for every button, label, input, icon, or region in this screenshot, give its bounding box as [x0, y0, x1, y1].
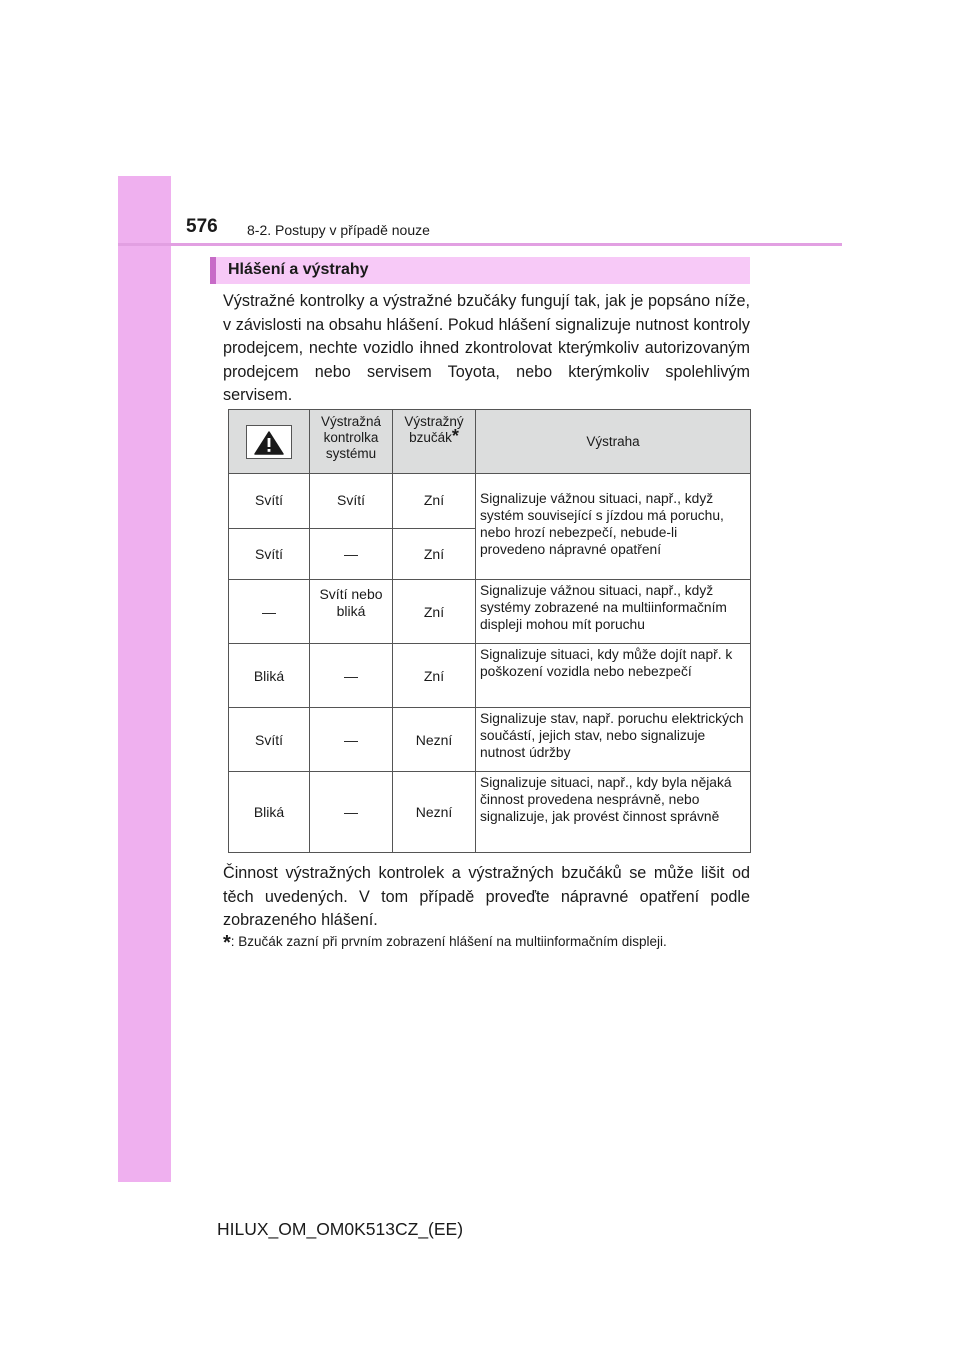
footnote-star: * [223, 932, 231, 954]
document-code: HILUX_OM_OM0K513CZ_(EE) [217, 1219, 464, 1239]
warning-triangle-icon [246, 425, 292, 459]
row3-light: — [229, 580, 310, 644]
section-title: Hlášení a výstrahy [228, 261, 369, 278]
table-row [229, 644, 751, 708]
header-buzzer-label: Výstražný bzučák [404, 414, 464, 445]
row5-description: Signalizuje stav, např. poruchu elektrických součástí, jejich stav, nebo signalizuje nutnost údržby [476, 708, 751, 772]
row2-light: Svítí [229, 529, 310, 580]
page-number: 576 [186, 216, 218, 237]
row3-buzzer: Zní [393, 580, 476, 644]
row6-buzzer: Nezní [393, 772, 476, 853]
table-row [229, 474, 751, 529]
header-rule [118, 243, 842, 246]
row6-light: Bliká [229, 772, 310, 853]
row4-description: Signalizuje situaci, kdy může dojít např. k poškození vozidla nebo nebezpečí [476, 644, 751, 708]
row4-system-light: — [310, 644, 393, 708]
warning-table [228, 409, 751, 853]
row5-light: Svítí [229, 708, 310, 772]
row3-description: Signalizuje vážnou situaci, např., když systémy zobrazené na multiinformačním displeji mohou mít poruchu [476, 580, 751, 644]
row1-buzzer: Zní [393, 474, 476, 529]
side-color-bar [118, 176, 171, 1182]
intro-paragraph: Výstražné kontrolky a výstražné bzučáky fungují tak, jak je popsáno níže, v závislosti na obsahu hlášení. Pokud hlášení signalizuje nutnost kontroly prodejcem, nechte vozidlo ihned zkontrolovat kterýmkoliv autorizovaným prodejcem nebo servisem Toyota, nebo kterýmkoliv spolehlivým servisem. [223, 292, 750, 404]
footnote-text: : Bzučák zazní při prvním zobrazení hlášení na multiinformačním displeji. [230, 934, 667, 949]
row5-buzzer: Nezní [393, 708, 476, 772]
header-warning: Výstraha [476, 410, 751, 474]
row2-system-light: — [310, 529, 393, 580]
row6-description: Signalizuje situaci, např., kdy byla nějaká činnost provedena nesprávně, nebo signalizuje, jak provést činnost správně [476, 772, 751, 853]
icon-header-cell [229, 410, 310, 474]
row6-system-light: — [310, 772, 393, 853]
footnote-mark: * [451, 426, 459, 446]
row1-light: Svítí [229, 474, 310, 529]
table-row [229, 580, 751, 644]
row1-2-description: Signalizuje vážnou situaci, např., když systém související s jízdou má poruchu, nebo hrozí nebezpečí, nebude-li provedeno nápravné opatření [476, 474, 751, 580]
section-title-box [210, 257, 750, 284]
row5-system-light: — [310, 708, 393, 772]
row4-buzzer: Zní [393, 644, 476, 708]
table-row [229, 772, 751, 853]
section-path: 8-2. Postupy v případě nouze [247, 222, 430, 238]
footnote [223, 932, 763, 955]
header-buzzer [393, 410, 476, 474]
header-warning-light: Výstražná kontrolka systému [310, 410, 393, 474]
outro-paragraph: Činnost výstražných kontrolek a výstražných bzučáků se může lišit od těch uvedených. V tom případě proveďte nápravné opatření podle zobrazeného hlášení. [223, 864, 750, 929]
row4-light: Bliká [229, 644, 310, 708]
row2-buzzer: Zní [393, 529, 476, 580]
table-header-row [229, 410, 751, 474]
row3-system-light: Svítí nebo bliká [310, 580, 393, 644]
table-row [229, 708, 751, 772]
row1-system-light: Svítí [310, 474, 393, 529]
